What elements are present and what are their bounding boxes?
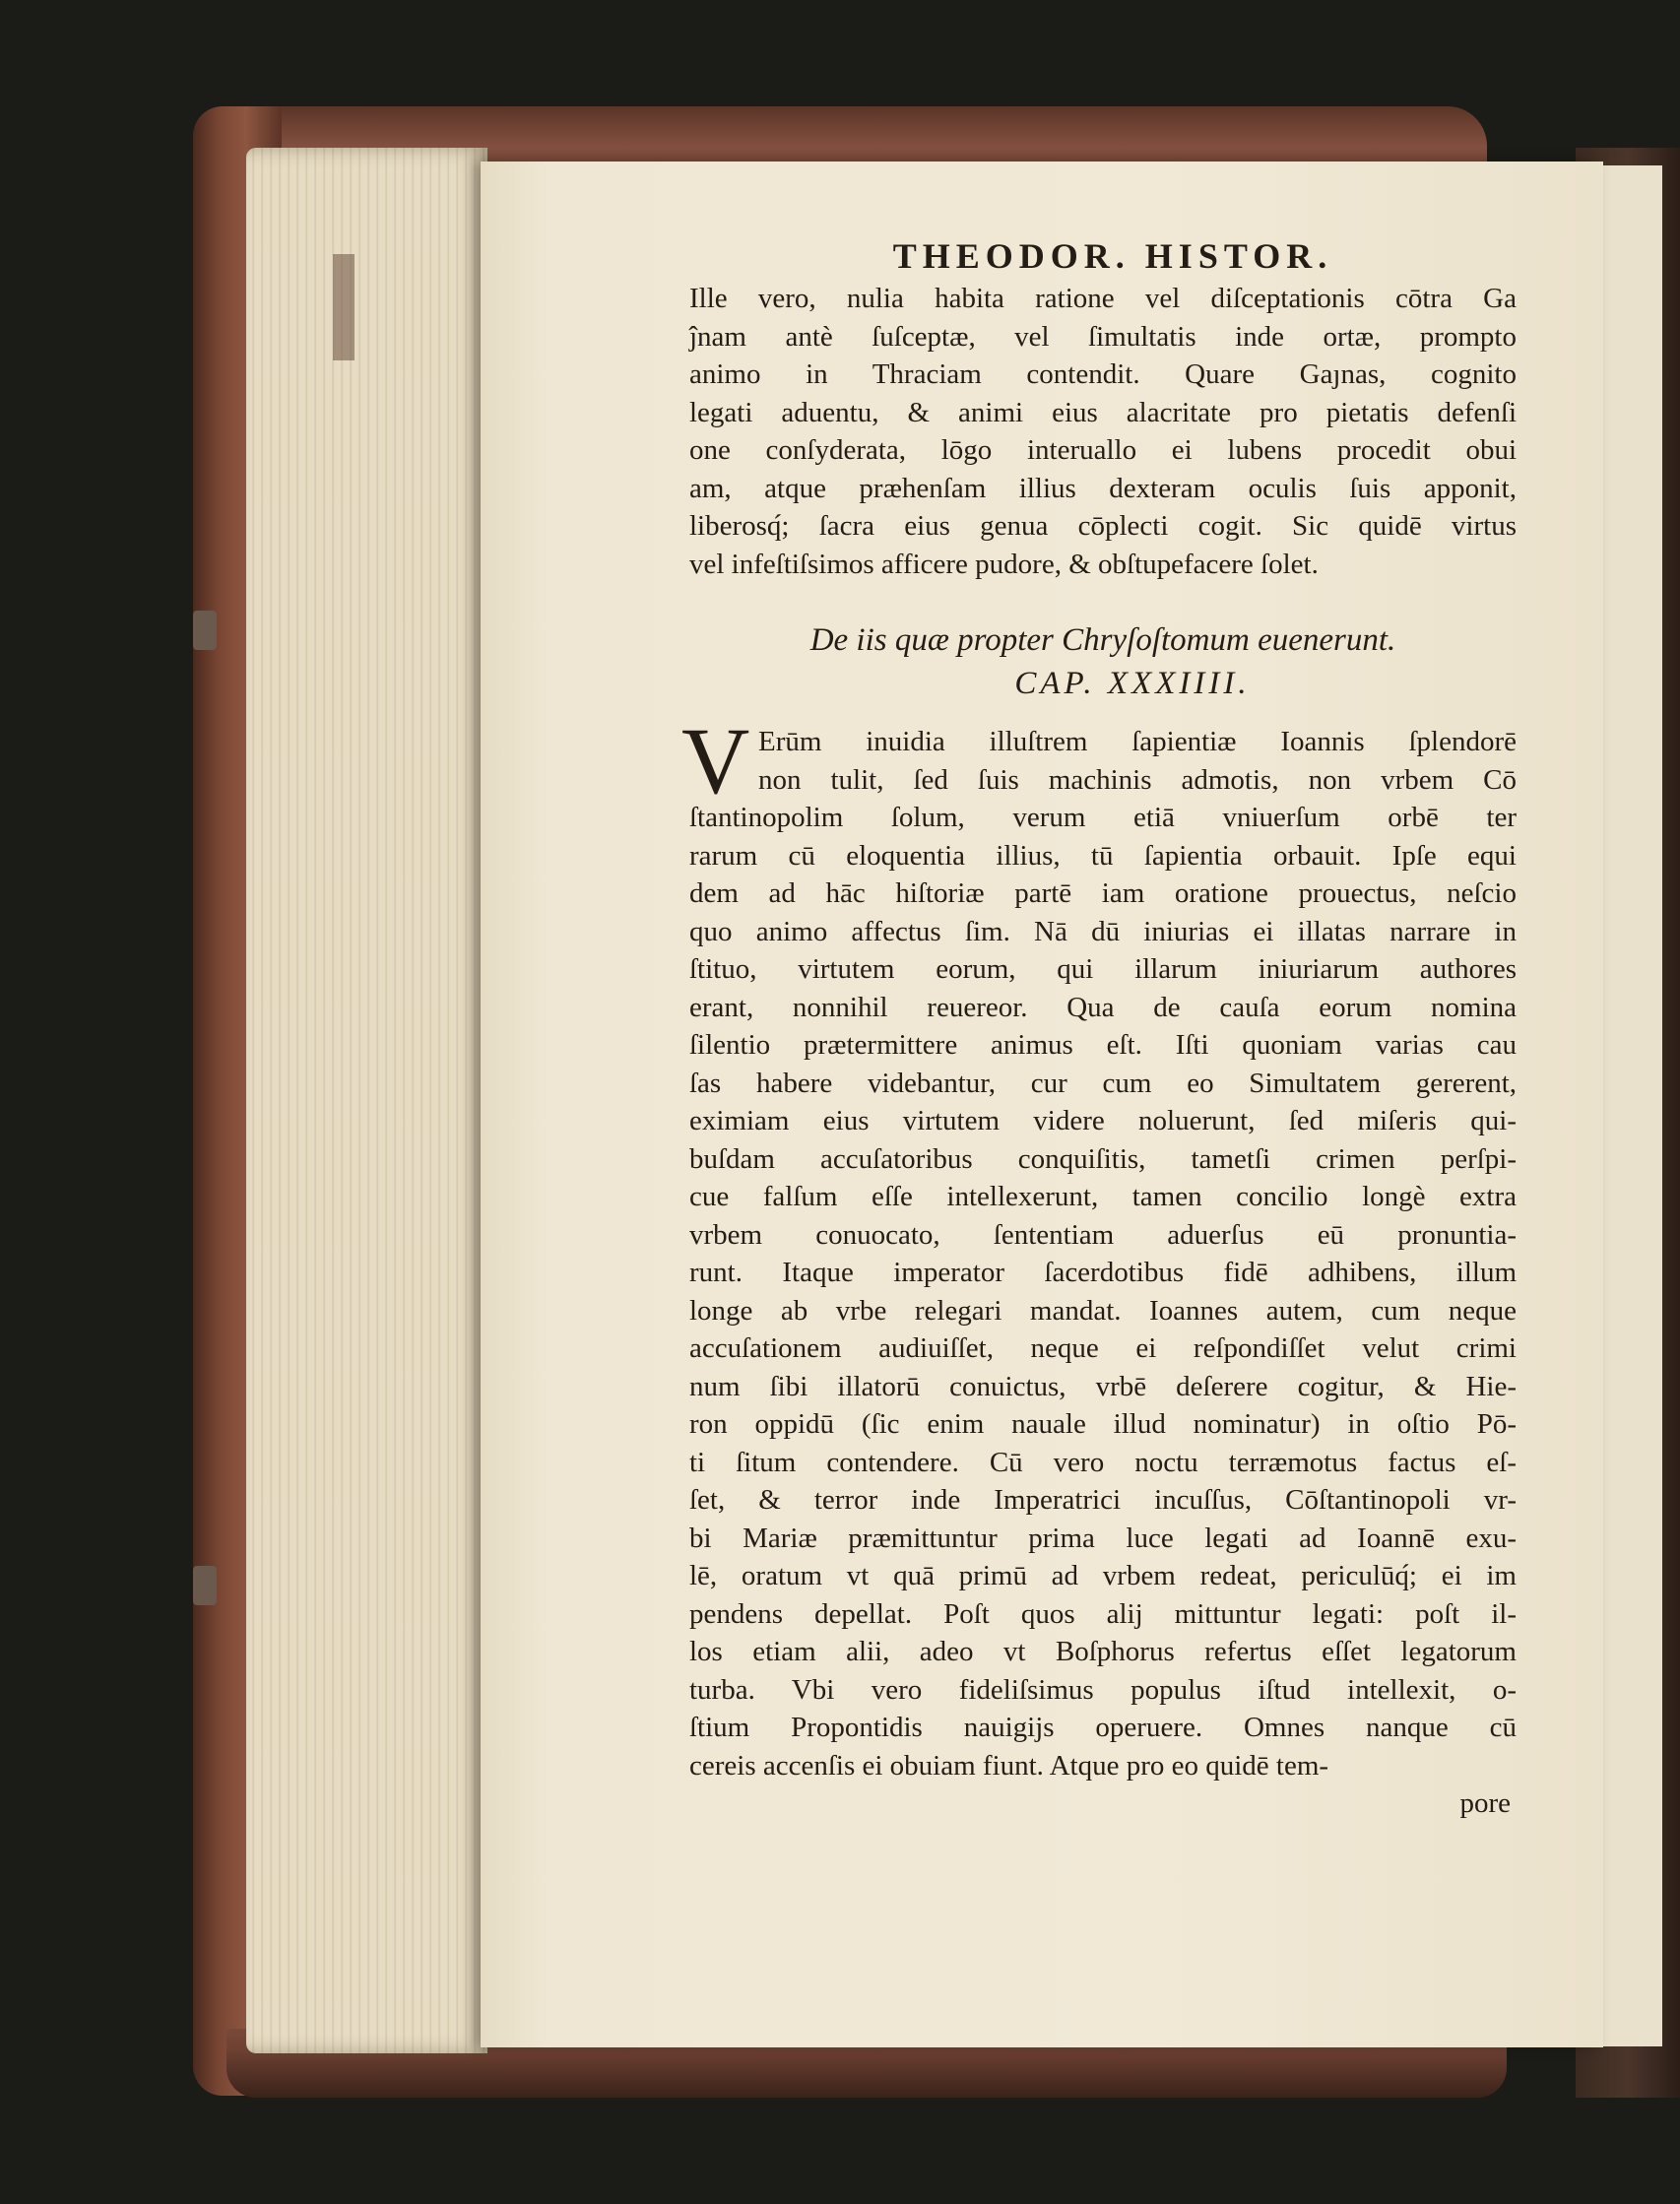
- text-line: Ille vero, nulia habita ratione vel diſceptationis cōtra Ga: [689, 283, 1517, 314]
- text-line: ſet, & terror inde Imperatrici incuſſus, Cōſtantinopoli vr-: [689, 1484, 1517, 1516]
- text-line: num ſibi illatorū conuictus, vrbē deſerere cogitur, & Hie-: [689, 1370, 1517, 1402]
- clasp: [193, 1566, 217, 1605]
- text-line: vel infeſtiſsimos afficere pudore, & obſtupefacere ſolet.: [689, 548, 1319, 580]
- text-line: ſtituo, virtutem eorum, qui illarum iniuriarum authores: [689, 953, 1517, 985]
- text-line: runt. Itaque imperator ſacerdotibus fidē adhibens, illum: [689, 1257, 1517, 1288]
- text-line: dem ad hāc hiſtoriæ partē iam oratione prouectus, neſcio: [689, 877, 1517, 909]
- text-line: vrbem conuocato, ſententiam aduerſus eū pronuntia-: [689, 1218, 1517, 1251]
- text-line: ron oppidū (ſic enim nauale illud nominatur) in oſtio Pō-: [689, 1408, 1517, 1440]
- spine-mark: [333, 254, 355, 360]
- catchword: pore: [1459, 1787, 1511, 1819]
- text-line: ſas habere videbantur, cur cum eo Simultatem gererent,: [689, 1067, 1517, 1099]
- text-line: ti ſitum contendere. Cū vero noctu terræmotus factus eſ-: [689, 1446, 1517, 1478]
- text-line: ſilentio prætermittere animus eſt. Iſti quoniam varias cau: [689, 1029, 1517, 1061]
- intro-paragraph: [689, 280, 1517, 583]
- text-line: animo in Thraciam contendit. Quare Gaȷnas, cognito: [689, 358, 1517, 390]
- text-line: bi Mariæ præmittuntur prima luce legati ad Ioannē exu-: [689, 1522, 1517, 1554]
- text-line: one conſyderata, lōgo interuallo ei lubens procedit obui: [689, 434, 1517, 466]
- text-line: quo animo affectus ſim. Nā dū iniurias ei illatas narrare in: [689, 915, 1517, 947]
- text-line: turba. Vbi vero fideliſsimus populus iſtud intellexit, o-: [689, 1673, 1517, 1706]
- text-line: ĵnam antè ſuſceptæ, vel ſimultatis inde ortæ, prompto: [689, 320, 1517, 353]
- chapter-body: [681, 708, 1517, 1784]
- text-line: eximiam eius virtutem videre noluerunt, ſed miſeris qui-: [689, 1105, 1517, 1136]
- text-line: ſtantinopolim ſolum, verum etiā vniuerſum orbē ter: [689, 802, 1517, 833]
- text-line: non tulit, ſed ſuis machinis admotis, non vrbem Cō: [758, 763, 1517, 796]
- text-line: cue falſum eſſe intellexerunt, tamen concilio longè extra: [689, 1181, 1517, 1212]
- facing-page-edge: [1603, 165, 1662, 2046]
- page-stack: [246, 148, 487, 2053]
- text-line: lē, oratum vt quā primū ad vrbem redeat, periculūq́; ei im: [689, 1560, 1517, 1591]
- text-line: longe ab vrbe relegari mandat. Ioannes autem, cum neque: [689, 1294, 1517, 1327]
- text-line: erant, nonnihil reuereor. Qua de cauſa eorum nomina: [689, 991, 1517, 1023]
- drop-cap: V: [681, 708, 750, 813]
- text-line: liberosq́; ſacra eius genua cōplecti cogit. Sic quidē virtus: [689, 510, 1517, 542]
- text-line: ſtium Propontidis nauigijs operuere. Omnes nanque cū: [689, 1712, 1517, 1743]
- running-head: THEODOR. HISTOR.: [892, 236, 1333, 276]
- page-text: [681, 232, 1517, 1823]
- chapter-number: CAP. XXXIIII.: [1014, 666, 1251, 701]
- clasp: [193, 611, 217, 650]
- text-line: pendens depellat. Poſt quos alij mittuntur legati: poſt il-: [689, 1597, 1517, 1630]
- text-line: legati aduentu, & animi eius alacritate pro pietatis defenſi: [689, 396, 1517, 428]
- text-line: cereis accenſis ei obuiam fiunt. Atque pro eo quidē tem-: [689, 1749, 1329, 1782]
- chapter-title: De iis quæ propter Chryſoſtomum euenerunt.: [809, 622, 1396, 658]
- text-line: rarum cū eloquentia illius, tū ſapientia orbauit. Ipſe equi: [689, 839, 1517, 872]
- text-line: am, atque præhenſam illius dexteram oculis ſuis apponit,: [689, 472, 1517, 504]
- text-line: Erūm inuidia illuſtrem ſapientiæ Ioannis ſplendorē: [758, 726, 1517, 757]
- text-line: buſdam accuſatoribus conquiſitis, tametſi crimen perſpi-: [689, 1142, 1517, 1175]
- text-line: accuſationem audiuiſſet, neque ei reſpondiſſet velut crimi: [689, 1332, 1517, 1364]
- text-line: los etiam alii, adeo vt Boſphorus refertus eſſet legatorum: [689, 1636, 1517, 1667]
